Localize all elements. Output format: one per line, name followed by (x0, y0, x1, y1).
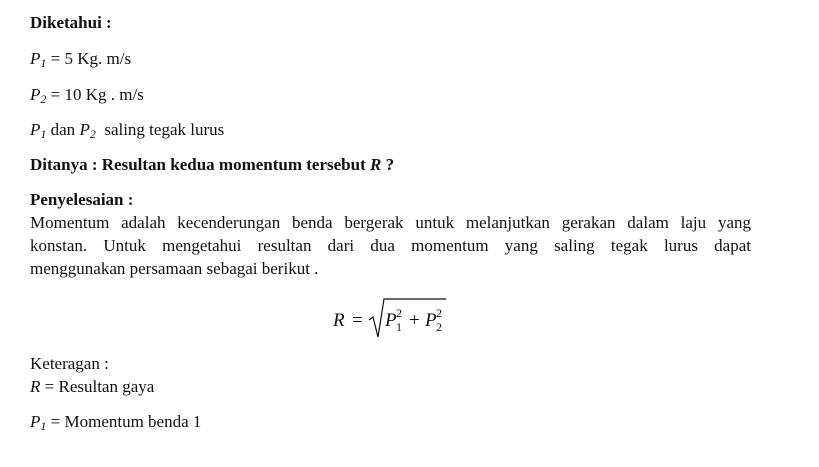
paragraph-line-3: menggunakan persamaan sebagai berikut . (30, 259, 319, 278)
keterangan-p1-symbol: P (30, 412, 41, 431)
p1-value: = 5 Kg. m/s (46, 49, 132, 68)
formula-plus: + (409, 310, 420, 331)
formula-term2-sup: 2 (436, 306, 442, 320)
paragraph-line-1: Momentum adalah kecenderungan benda bergerak untuk melanjutkan gerakan dalam laju yang (30, 213, 751, 232)
relation-p2-subscript: 2 (89, 127, 96, 141)
penyelesaian-paragraph (30, 211, 751, 280)
p2-symbol: P (30, 85, 41, 104)
keterangan-r (30, 377, 154, 397)
keterangan-p1-text: = Momentum benda 1 (46, 412, 202, 431)
formula-term2-base: P (425, 310, 437, 331)
formula-term2-sub: 2 (436, 320, 442, 334)
ditanya-text: Ditanya : Resultan kedua momentum tersebut (30, 155, 370, 174)
ditanya-end: ? (381, 155, 395, 174)
formula-svg (333, 296, 463, 342)
relation-connector: dan (46, 120, 80, 139)
known-p1 (30, 49, 131, 69)
keterangan-r-text: = Resultan gaya (40, 377, 155, 396)
paragraph-line-2: konstan. Untuk mengetahui resultan dari dua momentum yang saling tegak lurus dapat (30, 236, 751, 255)
p2-subscript: 2 (40, 92, 47, 106)
formula-equals: = (352, 310, 363, 331)
ditanya-symbol: R (370, 155, 382, 174)
relation-p2-symbol: P (79, 120, 90, 139)
relation-p1-symbol: P (30, 120, 41, 139)
ditanya-line (30, 155, 394, 175)
p1-subscript: 1 (40, 56, 47, 70)
diketahui-heading: Diketahui : (30, 13, 112, 32)
resultant-formula (333, 296, 463, 342)
keterangan-r-symbol: R (30, 377, 41, 396)
p1-symbol: P (30, 49, 41, 68)
penyelesaian-heading: Penyelesaian : (30, 190, 134, 209)
known-relation (30, 120, 224, 140)
formula-lhs: R (333, 310, 345, 331)
keterangan-heading: Keteragan : (30, 354, 109, 373)
p2-value: = 10 Kg . m/s (46, 85, 144, 104)
formula-term1-base: P (385, 310, 397, 331)
keterangan-p1-subscript: 1 (40, 419, 47, 433)
keterangan-p1 (30, 412, 201, 432)
known-p2 (30, 85, 144, 105)
formula-term1-sup: 2 (396, 306, 402, 320)
relation-text: saling tegak lurus (95, 120, 225, 139)
formula-term1-sub: 1 (396, 320, 402, 334)
relation-p1-subscript: 1 (40, 127, 47, 141)
